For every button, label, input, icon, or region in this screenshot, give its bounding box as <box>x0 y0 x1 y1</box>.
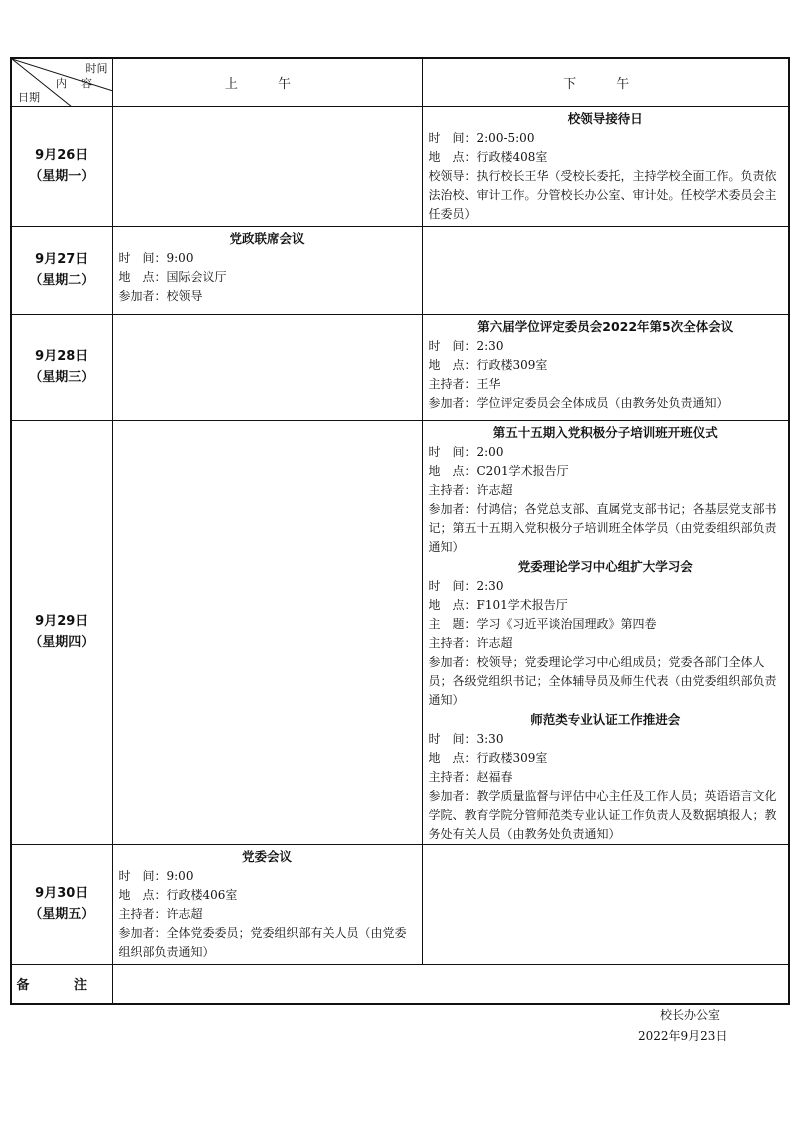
date-cell <box>11 226 112 314</box>
event-detail-line: 时 间：9:00 <box>118 250 194 265</box>
afternoon-cell <box>422 844 789 964</box>
footer-office: 校长办公室 <box>660 1008 721 1022</box>
event-detail-line: 时 间：2:00 <box>428 444 504 459</box>
corner-header-cell <box>11 58 112 106</box>
event-detail-line: 主 题：学习《习近平谈治国理政》第四卷 <box>428 616 657 631</box>
event-detail-line: 地 点：国际会议厅 <box>118 269 227 284</box>
date-cell <box>11 844 112 964</box>
morning-cell <box>112 420 422 844</box>
event-detail-line: 参加者：校领导 <box>118 288 203 303</box>
schedule-table <box>10 57 790 1005</box>
event-detail-line: 地 点：C201学术报告厅 <box>428 463 569 478</box>
event-detail-line: 参加者：学位评定委员会全体成员（由教务处负责通知） <box>428 395 729 410</box>
date-cell <box>11 106 112 226</box>
event-detail-line: 参加者：校领导；党委理论学习中心组成员；党委各部门全体人员；各级党组织书记；全体辅导员及师生代表（由党委组织部负责通知） <box>428 654 777 707</box>
event-block <box>429 109 783 224</box>
afternoon-cell <box>422 420 789 844</box>
event-block <box>119 847 416 962</box>
footer-date: 2022年9月23日 <box>638 1029 728 1043</box>
event-block <box>429 710 783 844</box>
corner-date-label: 日期 <box>18 91 40 104</box>
morning-cell <box>112 844 422 964</box>
event-detail-line: 主持者：许志超 <box>118 906 203 921</box>
afternoon-cell <box>422 314 789 420</box>
day-rows <box>11 106 789 964</box>
remark-content <box>112 964 789 1004</box>
corner-time-label: 时间 <box>85 62 108 75</box>
event-detail-line: 地 点：F101学术报告厅 <box>428 597 568 612</box>
event-detail-line: 时 间：3:30 <box>428 731 504 746</box>
morning-header: 上 午 <box>112 58 422 106</box>
event-title: 党政联席会议 <box>229 230 305 246</box>
weekday-label: （星期二） <box>29 273 95 288</box>
event-title: 第五十五期入党积极分子培训班开班仪式 <box>492 424 718 440</box>
date-label: 9月26日 <box>35 148 89 163</box>
afternoon-cell <box>422 106 789 226</box>
day-row <box>11 106 789 226</box>
date-label: 9月27日 <box>35 252 89 267</box>
afternoon-header: 下 午 <box>422 58 789 106</box>
weekday-label: （星期五） <box>29 907 95 922</box>
event-detail-line: 主持者：王华 <box>428 376 501 391</box>
day-row <box>11 420 789 844</box>
event-title: 第六届学位评定委员会2022年第5次全体会议 <box>477 318 734 334</box>
event-block <box>429 557 783 710</box>
weekday-label: （星期一） <box>29 169 95 184</box>
event-detail-line: 地 点：行政楼408室 <box>428 149 548 164</box>
event-title: 党委理论学习中心组扩大学习会 <box>517 558 693 574</box>
weekday-label: （星期四） <box>29 635 95 650</box>
event-detail-line: 时 间：2:30 <box>428 578 504 593</box>
remark-label: 备 注 <box>11 964 112 1004</box>
event-detail-line: 时 间：2:00-5:00 <box>428 130 535 145</box>
morning-cell <box>112 106 422 226</box>
remark-row <box>11 964 789 1004</box>
day-row <box>11 314 789 420</box>
date-label: 9月28日 <box>35 349 89 364</box>
afternoon-cell <box>422 226 789 314</box>
event-block <box>119 229 416 306</box>
event-detail-line: 参加者：付鸿信；各党总支部、直属党支部书记；各基层党支部书记；第五十五期入党积极分子培训班全体学员（由党委组织部负责通知） <box>428 501 777 554</box>
corner-content-label: 内 容 <box>56 77 92 90</box>
weekday-label: （星期三） <box>29 370 95 385</box>
day-row <box>11 226 789 314</box>
event-detail-line: 时 间：2:30 <box>428 338 504 353</box>
date-label: 9月29日 <box>35 614 89 629</box>
event-title: 校领导接待日 <box>567 110 643 126</box>
date-cell <box>11 314 112 420</box>
event-detail-line: 参加者：教学质量监督与评估中心主任及工作人员；英语语言文化学院、教育学院分管师范类专业认证工作负责人及数据填报人；教务处有关人员（由教务处负责通知） <box>428 788 777 841</box>
morning-cell <box>112 314 422 420</box>
event-detail-line: 地 点：行政楼309室 <box>428 357 548 372</box>
event-detail-line: 参加者：全体党委委员；党委组织部有关人员（由党委组织部负责通知） <box>118 925 407 959</box>
date-cell <box>11 420 112 844</box>
event-block <box>429 423 783 557</box>
event-detail-line: 时 间：9:00 <box>118 868 194 883</box>
event-block <box>429 317 783 413</box>
event-title: 师范类专业认证工作推进会 <box>530 711 681 727</box>
day-row <box>11 844 789 964</box>
event-detail-line: 主持者：许志超 <box>428 635 513 650</box>
morning-cell <box>112 226 422 314</box>
event-detail-line: 地 点：行政楼406室 <box>118 887 238 902</box>
date-label: 9月30日 <box>35 886 89 901</box>
header-row <box>11 58 789 106</box>
event-detail-line: 主持者：许志超 <box>428 482 513 497</box>
event-detail-line: 校领导：执行校长王华（受校长委托，主持学校全面工作。负责依法治校、审计工作。分管校长办公室、审计处。任校学术委员会主任委员） <box>428 168 777 221</box>
event-title: 党委会议 <box>241 848 292 864</box>
event-detail-line: 主持者：赵福春 <box>428 769 513 784</box>
event-detail-line: 地 点：行政楼309室 <box>428 750 548 765</box>
